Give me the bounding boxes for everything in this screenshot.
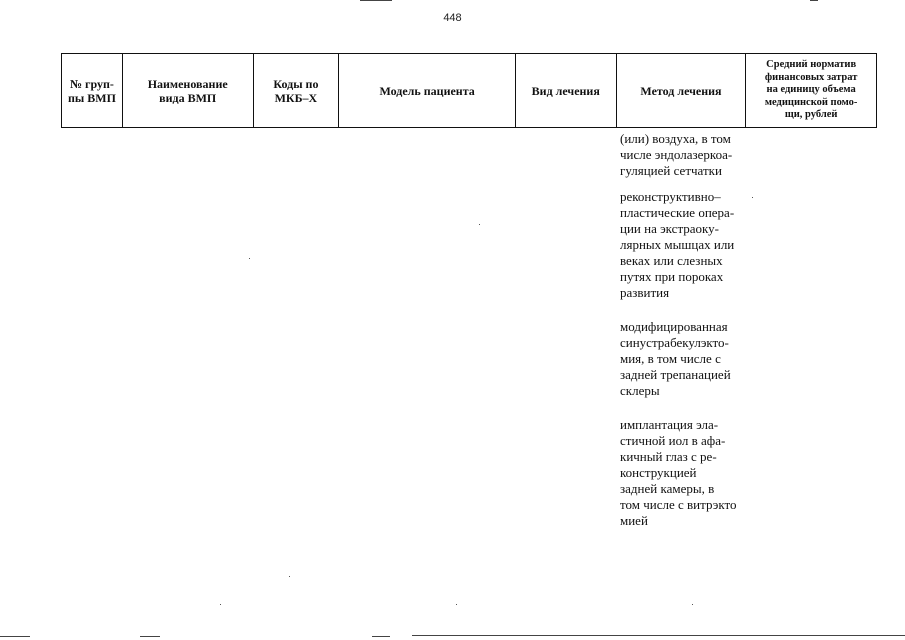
scan-speck: [289, 576, 290, 577]
header-patient-model: Модель пациента: [339, 54, 516, 127]
scan-speck: [479, 224, 480, 225]
table-header-row: [61, 53, 877, 128]
method-entry: (или) воздуха, в том числе эндолазеркоа- гуляцией сетчатки: [620, 131, 733, 178]
scan-speck: [752, 197, 753, 198]
header-icd-codes: Коды по МКБ–Х: [254, 54, 340, 127]
header-treatment-method: Метод лечения: [617, 54, 747, 127]
treatment-method-column: [620, 131, 752, 529]
scan-artifact-line: [412, 635, 905, 636]
method-entry: реконструктивно– пластические опера- ции на экстраоку- лярных мышцах или веках или слезных путях при пороках развития: [620, 189, 735, 300]
header-group-number: № груп- пы ВМП: [62, 54, 123, 127]
method-entry: имплантация эла- стичной иол в афа- кичный глаз с ре- конструкцией задней камеры, в том числе с витрэкто мией: [620, 417, 737, 528]
scan-artifact-line: [810, 0, 818, 1]
method-entry: модифицированная синустрабекулэкто- мия, в том числе с задней трепанацией склеры: [620, 319, 731, 398]
page-number: 448: [443, 12, 462, 24]
scan-artifact-line: [372, 636, 390, 637]
scan-speck: [692, 604, 693, 605]
header-treatment-type: Вид лечения: [516, 54, 617, 127]
header-vmp-name: Наименование вида ВМП: [123, 54, 254, 127]
scan-speck: [249, 258, 250, 259]
header-cost-standard: Средний норматив финансовых затрат на единицу объема медицинской помо- щи, рублей: [764, 59, 858, 121]
scan-speck: [220, 604, 221, 605]
scan-speck: [456, 604, 457, 605]
scan-artifact-line: [0, 636, 30, 637]
scan-artifact-line: [140, 636, 160, 637]
scan-artifact-line: [360, 0, 392, 1]
